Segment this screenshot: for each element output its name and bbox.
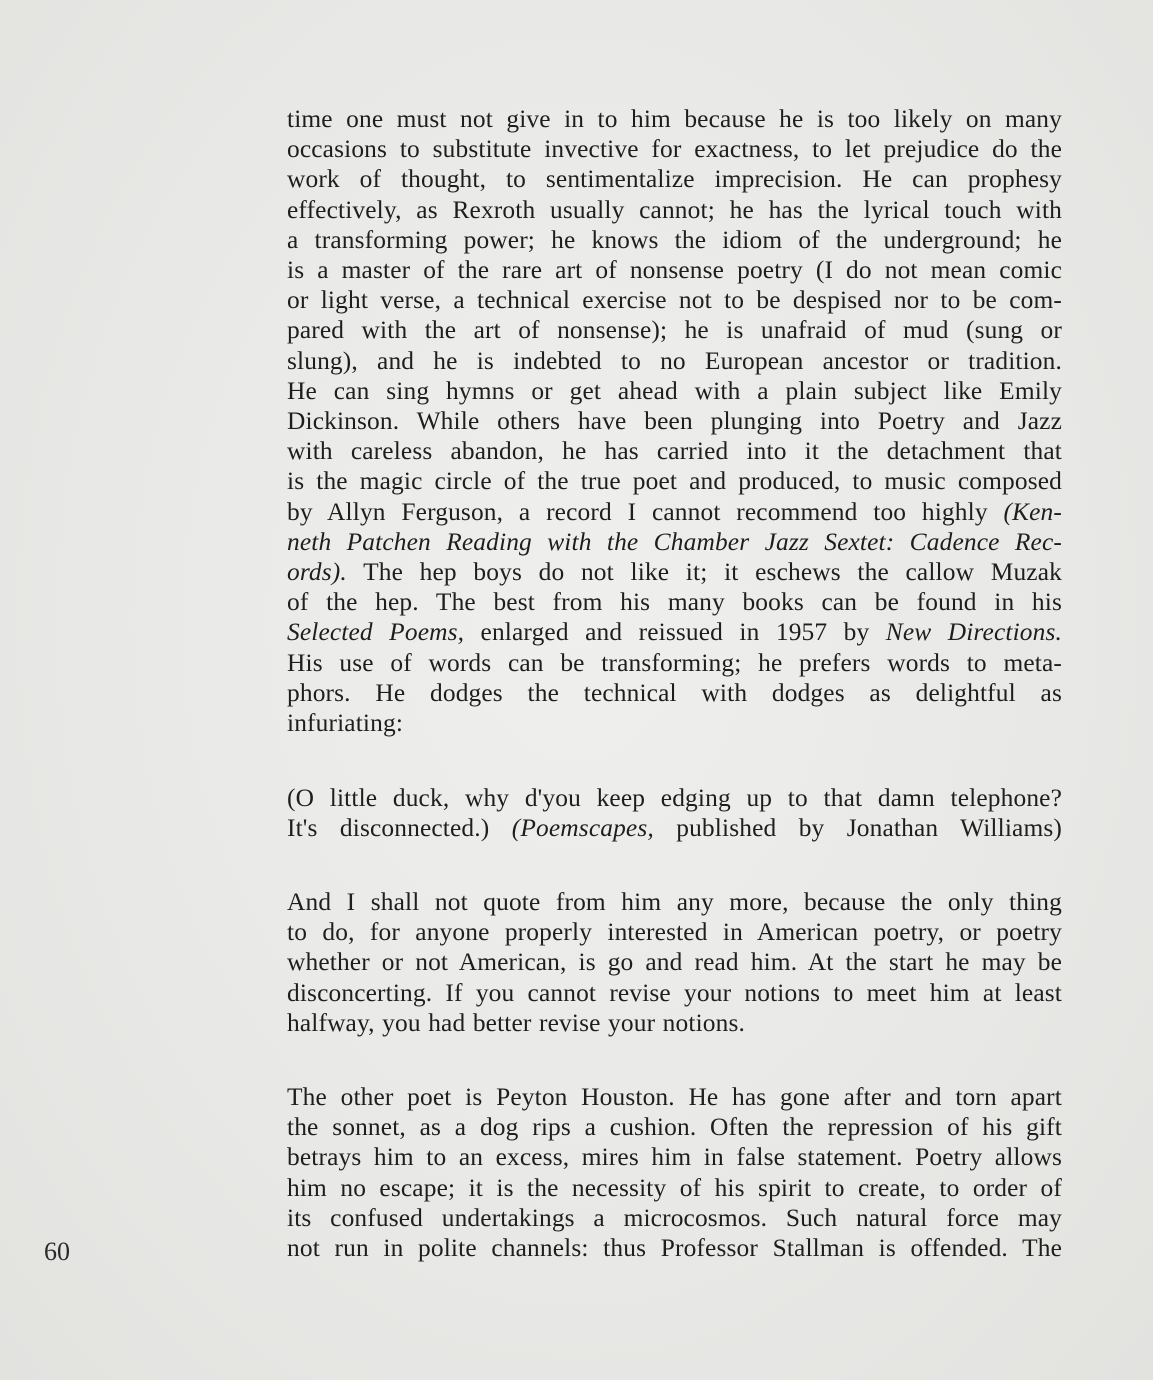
book-title-italic: (Poemscapes,: [511, 814, 654, 843]
text-line: its confused undertakings a microcosmos. Such natural force may: [287, 1203, 1062, 1232]
text-line: with careless abandon, he has carried into it the detachment that: [287, 437, 1062, 466]
text-line: him no escape; it is the necessity of his spirit to create, to order of: [287, 1173, 1062, 1202]
paragraph-houston: [287, 1082, 1062, 1263]
quotation-block: [287, 783, 1062, 843]
text-line: disconcerting. If you cannot revise your notions to meet him at least: [287, 978, 1062, 1007]
text-line: infuriating:: [287, 709, 404, 738]
text-line: time one must not give in to him because he is too likely on many: [287, 105, 1062, 133]
text-line: effectively, as Rexroth usually cannot; he has the lyrical touch with: [287, 195, 1062, 224]
text-line: whether or not American, is go and read him. At the start he may be: [287, 948, 1062, 977]
text-line: work of thought, to sentimentalize imprecision. He can prophesy: [287, 165, 1062, 194]
text-line: not run in polite channels: thus Professor Stallman is offended. The: [287, 1234, 1062, 1263]
text-line: He can sing hymns or get ahead with a plain subject like Emily: [287, 376, 1062, 405]
text-run: published by Jonathan Williams): [653, 814, 1062, 843]
page-number: 60: [44, 1237, 70, 1266]
text-line: is a master of the rare art of nonsense poetry (I do not mean comic: [287, 256, 1062, 285]
text-line: His use of words can be transforming; he prefers words to meta-: [287, 648, 1062, 677]
text-line: occasions to substitute invective for exactness, to let prejudice do the: [287, 135, 1062, 164]
text-line: the sonnet, as a dog rips a cushion. Often the repression of his gift: [287, 1113, 1062, 1142]
text-run: enlarged and reissued in 1957 by: [464, 618, 886, 647]
record-title-italic: neth Patchen Reading with the Chamber Jazz Sextet: Cadence Rec-: [287, 527, 1062, 556]
record-title-italic: ords).: [287, 558, 347, 587]
text-line: phors. He dodges the technical with dodges as delightful as: [287, 678, 1062, 707]
record-title-italic: (Ken-: [1003, 497, 1062, 526]
paragraph-patchen-critique: [287, 104, 1062, 738]
text-line: halfway, you had better revise your notions.: [287, 1008, 745, 1037]
quote-line: (O little duck, why d'you keep edging up to that damn telephone?: [287, 784, 1062, 812]
text-line: of the hep. The best from his many books can be found in his: [287, 588, 1062, 617]
text-line: [287, 497, 1062, 527]
text-line: is the magic circle of the true poet and produced, to music composed: [287, 467, 1062, 496]
paragraph-recommendation: [287, 887, 1062, 1038]
text-line: slung), and he is indebted to no European ancestor or tradition.: [287, 346, 1062, 375]
text-line: The other poet is Peyton Houston. He has gone after and torn apart: [287, 1083, 1062, 1111]
text-run: It's disconnected.): [287, 814, 512, 843]
text-line: pared with the art of nonsense); he is unafraid of mud (sung or: [287, 316, 1062, 345]
text-line: [287, 557, 1062, 587]
text-line: to do, for anyone properly interested in American poetry, or poetry: [287, 918, 1062, 947]
book-title-italic: Selected Poems,: [287, 618, 465, 647]
text-line: Dickinson. While others have been plunging into Poetry and Jazz: [287, 407, 1062, 436]
text-line: a transforming power; he knows the idiom of the underground; he: [287, 225, 1062, 254]
publisher-italic: New Directions.: [885, 618, 1062, 647]
text-line: And I shall not quote from him any more, because the only thing: [287, 888, 1062, 916]
text-line: [287, 527, 1062, 557]
quote-line: [287, 813, 1062, 843]
text-run: The hep boys do not like it; it eschews the callow Muzak: [346, 558, 1062, 587]
text-line: betrays him to an excess, mires him in false statement. Poetry allows: [287, 1143, 1062, 1172]
text-line: or light verse, a technical exercise not to be despised nor to be com-: [287, 286, 1062, 315]
text-run: by Allyn Ferguson, a record I cannot recommend too highly: [287, 497, 1004, 526]
text-line: [287, 617, 1062, 647]
